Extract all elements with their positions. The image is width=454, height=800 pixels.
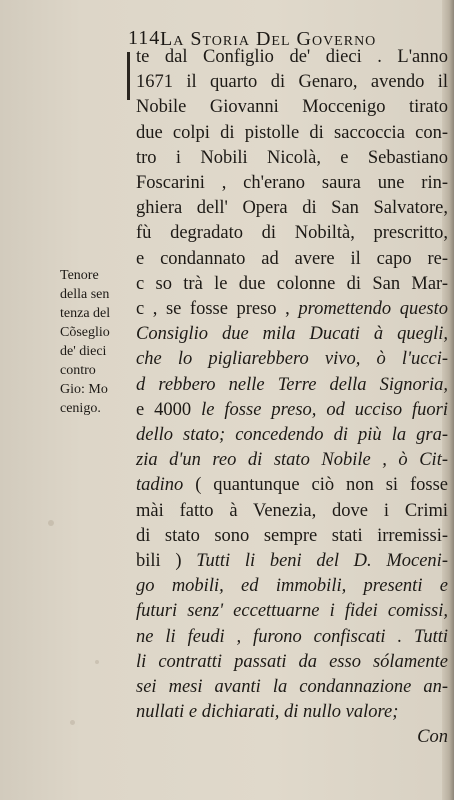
- text-line: [136, 725, 448, 750]
- margin-note-line: Tenore: [60, 268, 99, 283]
- text-segment: nullati e dichiarati, di nullo valore;: [136, 702, 399, 723]
- text-line: [136, 448, 448, 473]
- text-segment: tadino: [136, 475, 184, 496]
- text-line: [136, 599, 448, 624]
- text-line: [136, 423, 448, 448]
- text-line: [136, 398, 448, 423]
- text-line: [136, 146, 448, 171]
- margin-note-line: Cõseglio: [60, 325, 110, 340]
- text-segment: Consiglio due mila Ducati à quegli,: [136, 324, 448, 345]
- text-line: [136, 171, 448, 196]
- text-segment: ghiera dell' Opera di San Salvatore,: [136, 198, 448, 219]
- margin-note-line: contro: [60, 363, 96, 378]
- text-line: [136, 95, 448, 120]
- margin-note-line: cenigo.: [60, 401, 101, 416]
- text-segment: tro i Nobili Nicolà, e Sebastiano: [136, 147, 448, 168]
- text-line: [136, 650, 448, 675]
- text-segment: futuri senz' eccettuarne i fidei comissi,: [136, 601, 448, 622]
- text-line: [136, 524, 448, 549]
- text-line: [136, 574, 448, 599]
- text-segment: promettendo questo: [298, 299, 448, 319]
- text-segment: che lo pigliarebbero vivo, ò l'ucci-: [136, 349, 448, 370]
- margin-note-line: Gio: Mo: [60, 382, 108, 397]
- text-segment: Con: [417, 727, 448, 748]
- text-segment: Nobile Giovanni Moccenigo tirato: [136, 97, 448, 118]
- margin-rule: [127, 52, 130, 100]
- text-segment: e condannato ad avere il capo re-: [136, 248, 448, 269]
- text-line: [136, 675, 448, 700]
- text-segment: te dal Configlio de' dieci . L'anno: [136, 47, 448, 67]
- page-number: 114: [128, 27, 161, 49]
- text-line: [136, 373, 448, 398]
- text-segment: ( quantunque ciò non si fosse: [183, 475, 448, 496]
- text-line: [136, 221, 448, 246]
- text-line: [136, 196, 448, 221]
- text-line: [136, 549, 448, 574]
- text-segment: li contratti passati da esso sólamente: [136, 651, 448, 672]
- margin-note-line: de' dieci: [60, 344, 107, 359]
- text-segment: sei mesi avanti la condannazione an-: [136, 677, 448, 697]
- text-line: [136, 247, 448, 272]
- text-segment: Tutti li beni del D. Moceni-: [196, 551, 448, 571]
- margin-note-line: della sen: [60, 287, 110, 302]
- text-segment: Foscarini , ch'erano saura une rin-: [136, 173, 448, 193]
- text-segment: c so trà le due colonne di San Mar-: [136, 273, 448, 294]
- text-segment: ne li feudi , furono confiscati . Tutti: [136, 626, 448, 647]
- text-segment: fù degradato di Nobiltà, prescritto,: [136, 223, 448, 244]
- running-title: La Storia Del Governo: [160, 28, 377, 50]
- text-line: [136, 70, 448, 95]
- text-line: [136, 700, 448, 725]
- text-line: [136, 121, 448, 146]
- text-line: [136, 625, 448, 650]
- text-segment: dello stato; concedendo di più la gra-: [136, 425, 448, 445]
- paper-stain: [48, 520, 54, 526]
- text-segment: bili ): [136, 551, 197, 571]
- text-segment: go mobili, ed immobili, presenti e: [136, 576, 448, 597]
- text-segment: zia d'un reo di stato Nobile , ò Cit-: [136, 450, 448, 471]
- text-line: [136, 499, 448, 524]
- text-line: [136, 272, 448, 297]
- paper-stain: [95, 660, 99, 664]
- text-segment: due colpi di pistolle di saccoccia con-: [136, 122, 448, 143]
- paper-stain: [70, 720, 75, 725]
- text-line: [136, 45, 448, 70]
- text-segment: mài fatto à Venezia, dove i Crimi: [136, 500, 448, 521]
- text-segment: 1671 il quarto di Genaro, avendo il: [136, 72, 448, 93]
- text-line: [136, 347, 448, 372]
- text-segment: d rebbero nelle Terre della Signoria,: [136, 374, 448, 395]
- text-line: [136, 297, 448, 322]
- text-segment: le fosse preso, od ucciso fuori: [201, 399, 448, 420]
- text-segment: e 4000: [136, 399, 202, 420]
- text-segment: di stato sono sempre stati irremissi-: [136, 525, 448, 546]
- text-line: [136, 322, 448, 347]
- text-segment: c , se fosse preso ,: [136, 299, 299, 319]
- text-line: [136, 473, 448, 498]
- margin-note-line: tenza del: [60, 306, 111, 321]
